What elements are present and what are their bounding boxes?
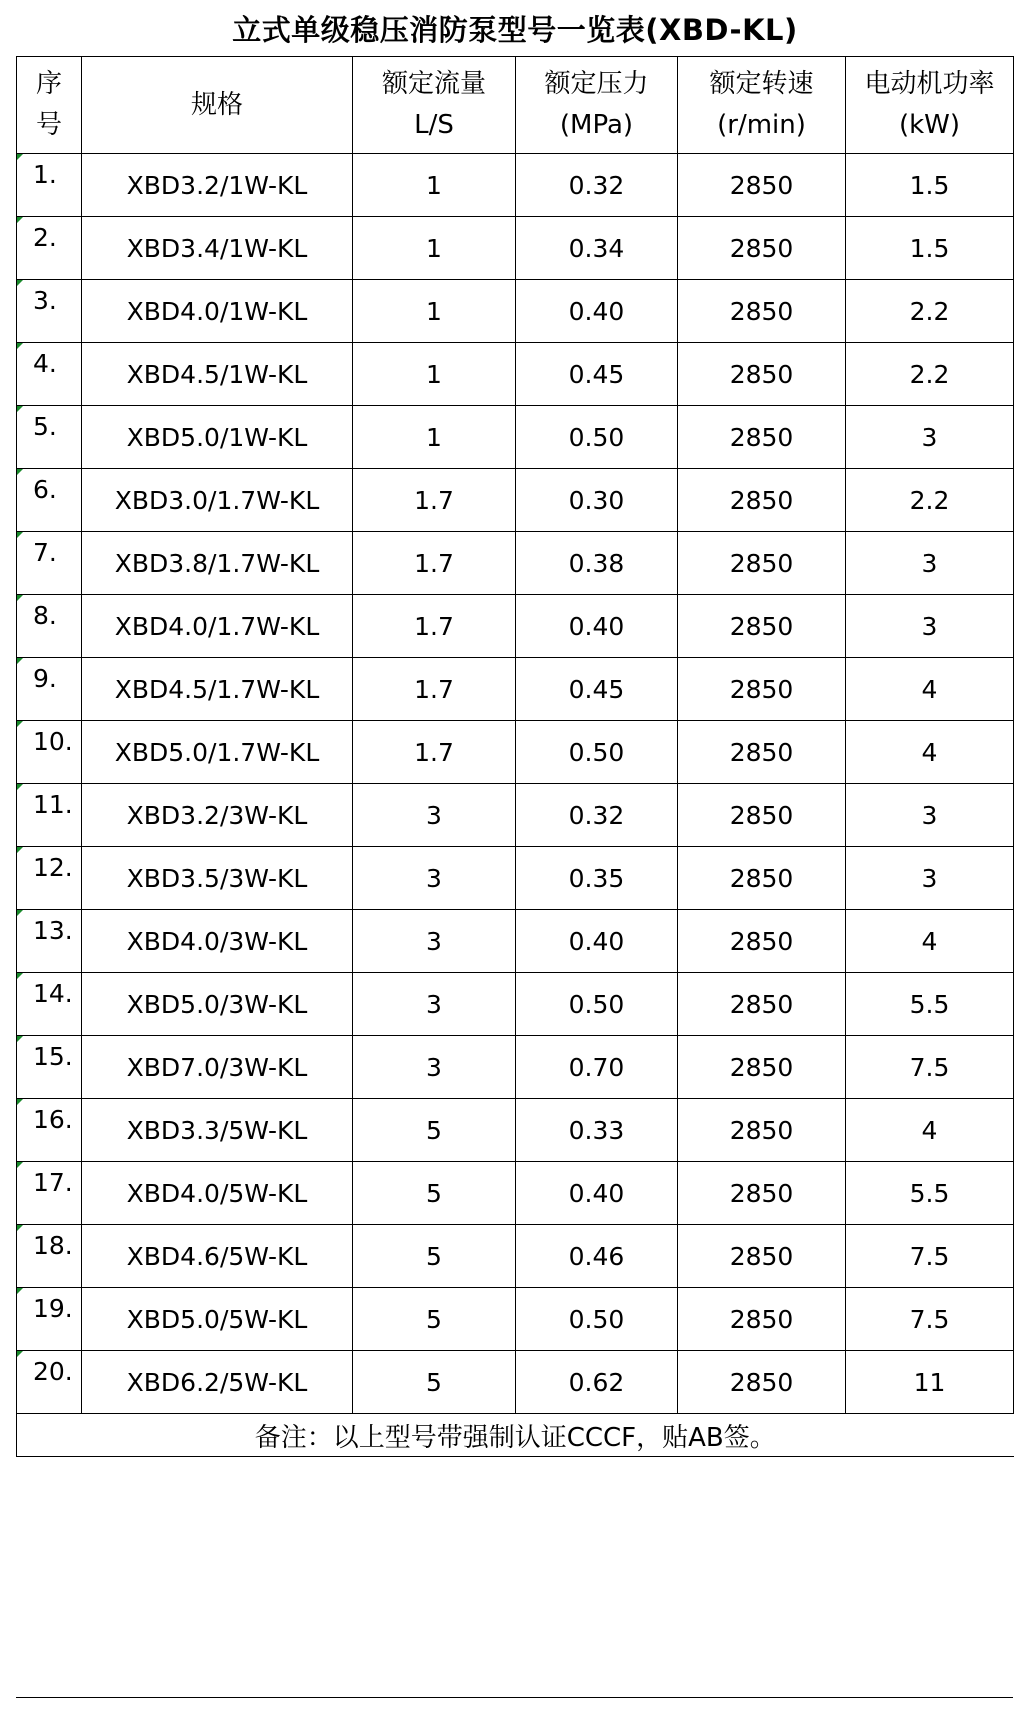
cell-pressure: 0.32 (516, 154, 678, 217)
table-row (17, 280, 1014, 343)
header-flow (353, 57, 516, 154)
cell-power: 3 (846, 784, 1014, 847)
cell-power: 3 (846, 847, 1014, 910)
table-body (17, 154, 1014, 1414)
table-row (17, 658, 1014, 721)
header-model-label: 规格 (190, 89, 243, 120)
header-flow-line1: 额定流量 (381, 69, 486, 99)
row-index-cell (17, 217, 82, 280)
row-index: 8. (33, 601, 57, 630)
cell-speed: 2850 (678, 1288, 846, 1351)
cell-comment-marker-icon (17, 910, 23, 916)
row-index-cell (17, 721, 82, 784)
cell-pressure: 0.45 (516, 658, 678, 721)
cell-pressure: 0.50 (516, 721, 678, 784)
pump-spec-table (16, 56, 1014, 1457)
cell-model: XBD5.0/1W-KL (82, 406, 353, 469)
row-index: 11. (33, 790, 73, 819)
cell-model: XBD3.2/3W-KL (82, 784, 353, 847)
header-index-line2: 号 (35, 110, 62, 140)
cell-model: XBD3.8/1.7W-KL (82, 532, 353, 595)
cell-comment-marker-icon (17, 1351, 23, 1357)
cell-power: 5.5 (846, 973, 1014, 1036)
table-row (17, 847, 1014, 910)
cell-flow: 5 (353, 1288, 516, 1351)
cell-pressure: 0.40 (516, 910, 678, 973)
cell-speed: 2850 (678, 1162, 846, 1225)
cell-power: 11 (846, 1351, 1014, 1414)
cell-pressure: 0.30 (516, 469, 678, 532)
cell-power: 7.5 (846, 1288, 1014, 1351)
cell-pressure: 0.46 (516, 1225, 678, 1288)
cell-power: 3 (846, 532, 1014, 595)
cell-comment-marker-icon (17, 1162, 23, 1168)
cell-comment-marker-icon (17, 1288, 23, 1294)
table-row (17, 469, 1014, 532)
cell-flow: 1 (353, 343, 516, 406)
page-title: 立式单级稳压消防泵型号一览表(XBD-KL) (232, 13, 798, 47)
cell-comment-marker-icon (17, 1036, 23, 1042)
header-pressure-line1: 额定压力 (544, 69, 649, 99)
table-row (17, 721, 1014, 784)
cell-speed: 2850 (678, 847, 846, 910)
row-index-cell (17, 154, 82, 217)
table-header-row (17, 57, 1014, 154)
cell-comment-marker-icon (17, 658, 23, 664)
cell-speed: 2850 (678, 1036, 846, 1099)
cell-model: XBD7.0/3W-KL (82, 1036, 353, 1099)
cell-flow: 1.7 (353, 721, 516, 784)
cell-model: XBD6.2/5W-KL (82, 1351, 353, 1414)
row-index-cell (17, 1351, 82, 1414)
cell-model: XBD5.0/1.7W-KL (82, 721, 353, 784)
cell-comment-marker-icon (17, 154, 23, 160)
cell-flow: 3 (353, 973, 516, 1036)
row-index: 6. (33, 475, 57, 504)
cell-power: 2.2 (846, 469, 1014, 532)
row-index: 13. (33, 916, 73, 945)
cell-model: XBD3.5/3W-KL (82, 847, 353, 910)
header-pressure-line2: (MPa) (559, 110, 634, 140)
cell-pressure: 0.50 (516, 1288, 678, 1351)
cell-model: XBD4.0/3W-KL (82, 910, 353, 973)
cell-model: XBD3.3/5W-KL (82, 1099, 353, 1162)
row-index: 19. (33, 1294, 73, 1323)
cell-speed: 2850 (678, 784, 846, 847)
cell-pressure: 0.50 (516, 406, 678, 469)
header-power (846, 57, 1014, 154)
cell-model: XBD3.2/1W-KL (82, 154, 353, 217)
cell-pressure: 0.45 (516, 343, 678, 406)
header-speed-line1: 额定转速 (709, 69, 814, 99)
cell-model: XBD4.5/1W-KL (82, 343, 353, 406)
cell-flow: 1 (353, 154, 516, 217)
table-row (17, 1351, 1014, 1414)
header-index (17, 57, 82, 154)
cell-speed: 2850 (678, 1351, 846, 1414)
cell-pressure: 0.33 (516, 1099, 678, 1162)
header-pressure (516, 57, 678, 154)
cell-flow: 3 (353, 784, 516, 847)
cell-comment-marker-icon (17, 217, 23, 223)
cell-flow: 1.7 (353, 658, 516, 721)
row-index-cell (17, 532, 82, 595)
cell-speed: 2850 (678, 1099, 846, 1162)
cell-comment-marker-icon (17, 1099, 23, 1105)
cell-comment-marker-icon (17, 343, 23, 349)
row-index: 17. (33, 1168, 73, 1197)
cell-flow: 1.7 (353, 469, 516, 532)
cell-speed: 2850 (678, 406, 846, 469)
cell-speed: 2850 (678, 154, 846, 217)
row-index-cell (17, 595, 82, 658)
row-index-cell (17, 1225, 82, 1288)
cell-pressure: 0.70 (516, 1036, 678, 1099)
cell-flow: 5 (353, 1162, 516, 1225)
cell-flow: 3 (353, 910, 516, 973)
row-index: 7. (33, 538, 57, 567)
cell-model: XBD5.0/3W-KL (82, 973, 353, 1036)
cell-flow: 5 (353, 1099, 516, 1162)
cell-power: 4 (846, 1099, 1014, 1162)
row-index-cell (17, 1099, 82, 1162)
row-index-cell (17, 1036, 82, 1099)
row-index-cell (17, 847, 82, 910)
note-row (17, 1414, 1014, 1457)
cell-pressure: 0.35 (516, 847, 678, 910)
cell-pressure: 0.34 (516, 217, 678, 280)
cell-model: XBD4.5/1.7W-KL (82, 658, 353, 721)
bottom-divider (16, 1697, 1013, 1698)
table-row (17, 1162, 1014, 1225)
cell-comment-marker-icon (17, 784, 23, 790)
cell-power: 7.5 (846, 1036, 1014, 1099)
row-index: 18. (33, 1231, 73, 1260)
cell-power: 4 (846, 910, 1014, 973)
row-index-cell (17, 280, 82, 343)
cell-pressure: 0.62 (516, 1351, 678, 1414)
header-flow-line2: L/S (414, 110, 454, 140)
row-index-cell (17, 973, 82, 1036)
table-row (17, 154, 1014, 217)
cell-power: 1.5 (846, 217, 1014, 280)
row-index: 1. (33, 160, 57, 189)
cell-power: 2.2 (846, 343, 1014, 406)
row-index-cell (17, 784, 82, 847)
cell-comment-marker-icon (17, 406, 23, 412)
cell-flow: 1.7 (353, 532, 516, 595)
cell-power: 4 (846, 658, 1014, 721)
cell-speed: 2850 (678, 1225, 846, 1288)
cell-model: XBD5.0/5W-KL (82, 1288, 353, 1351)
row-index-cell (17, 658, 82, 721)
header-power-line2: (kW) (898, 110, 961, 140)
cell-speed: 2850 (678, 910, 846, 973)
cell-pressure: 0.40 (516, 280, 678, 343)
cell-speed: 2850 (678, 595, 846, 658)
note-text: 备注：以上型号带强制认证CCCF，贴AB签。 (17, 1414, 1014, 1457)
row-index-cell (17, 469, 82, 532)
row-index-cell (17, 343, 82, 406)
row-index-cell (17, 1162, 82, 1225)
cell-model: XBD4.0/1W-KL (82, 280, 353, 343)
table-row (17, 784, 1014, 847)
row-index: 12. (33, 853, 73, 882)
cell-comment-marker-icon (17, 1225, 23, 1231)
row-index: 5. (33, 412, 57, 441)
cell-model: XBD4.0/1.7W-KL (82, 595, 353, 658)
cell-comment-marker-icon (17, 280, 23, 286)
table-row (17, 343, 1014, 406)
row-index: 16. (33, 1105, 73, 1134)
cell-speed: 2850 (678, 973, 846, 1036)
cell-flow: 1 (353, 406, 516, 469)
table-row (17, 406, 1014, 469)
table-row (17, 1036, 1014, 1099)
cell-speed: 2850 (678, 721, 846, 784)
table-row (17, 1225, 1014, 1288)
cell-pressure: 0.38 (516, 532, 678, 595)
cell-flow: 1 (353, 280, 516, 343)
cell-power: 7.5 (846, 1225, 1014, 1288)
cell-pressure: 0.32 (516, 784, 678, 847)
table-row (17, 910, 1014, 973)
cell-comment-marker-icon (17, 532, 23, 538)
table-row (17, 1099, 1014, 1162)
header-model (82, 57, 353, 154)
cell-power: 1.5 (846, 154, 1014, 217)
row-index: 2. (33, 223, 57, 252)
table-row (17, 217, 1014, 280)
cell-model: XBD3.0/1.7W-KL (82, 469, 353, 532)
row-index: 15. (33, 1042, 73, 1071)
row-index-cell (17, 910, 82, 973)
row-index: 3. (33, 286, 57, 315)
cell-power: 3 (846, 406, 1014, 469)
row-index: 9. (33, 664, 57, 693)
table-row (17, 595, 1014, 658)
header-power-line1: 电动机功率 (864, 69, 995, 99)
header-index-line1: 序 (35, 69, 62, 99)
cell-flow: 3 (353, 847, 516, 910)
cell-speed: 2850 (678, 343, 846, 406)
cell-model: XBD3.4/1W-KL (82, 217, 353, 280)
cell-comment-marker-icon (17, 847, 23, 853)
table-row (17, 1288, 1014, 1351)
cell-power: 3 (846, 595, 1014, 658)
cell-speed: 2850 (678, 280, 846, 343)
row-index-cell (17, 1288, 82, 1351)
header-speed (678, 57, 846, 154)
row-index: 14. (33, 979, 73, 1008)
row-index: 10. (33, 727, 73, 756)
table-row (17, 532, 1014, 595)
cell-model: XBD4.0/5W-KL (82, 1162, 353, 1225)
cell-speed: 2850 (678, 469, 846, 532)
row-index-cell (17, 406, 82, 469)
cell-model: XBD4.6/5W-KL (82, 1225, 353, 1288)
cell-comment-marker-icon (17, 595, 23, 601)
header-speed-line2: (r/min) (717, 110, 806, 140)
cell-flow: 1 (353, 217, 516, 280)
cell-flow: 5 (353, 1351, 516, 1414)
cell-pressure: 0.50 (516, 973, 678, 1036)
cell-flow: 5 (353, 1225, 516, 1288)
cell-pressure: 0.40 (516, 1162, 678, 1225)
cell-comment-marker-icon (17, 469, 23, 475)
table-row (17, 973, 1014, 1036)
cell-flow: 3 (353, 1036, 516, 1099)
cell-comment-marker-icon (17, 973, 23, 979)
cell-comment-marker-icon (17, 721, 23, 727)
cell-pressure: 0.40 (516, 595, 678, 658)
cell-power: 5.5 (846, 1162, 1014, 1225)
cell-speed: 2850 (678, 532, 846, 595)
cell-power: 4 (846, 721, 1014, 784)
row-index: 20. (33, 1357, 73, 1386)
cell-speed: 2850 (678, 658, 846, 721)
row-index: 4. (33, 349, 57, 378)
cell-speed: 2850 (678, 217, 846, 280)
cell-power: 2.2 (846, 280, 1014, 343)
cell-flow: 1.7 (353, 595, 516, 658)
